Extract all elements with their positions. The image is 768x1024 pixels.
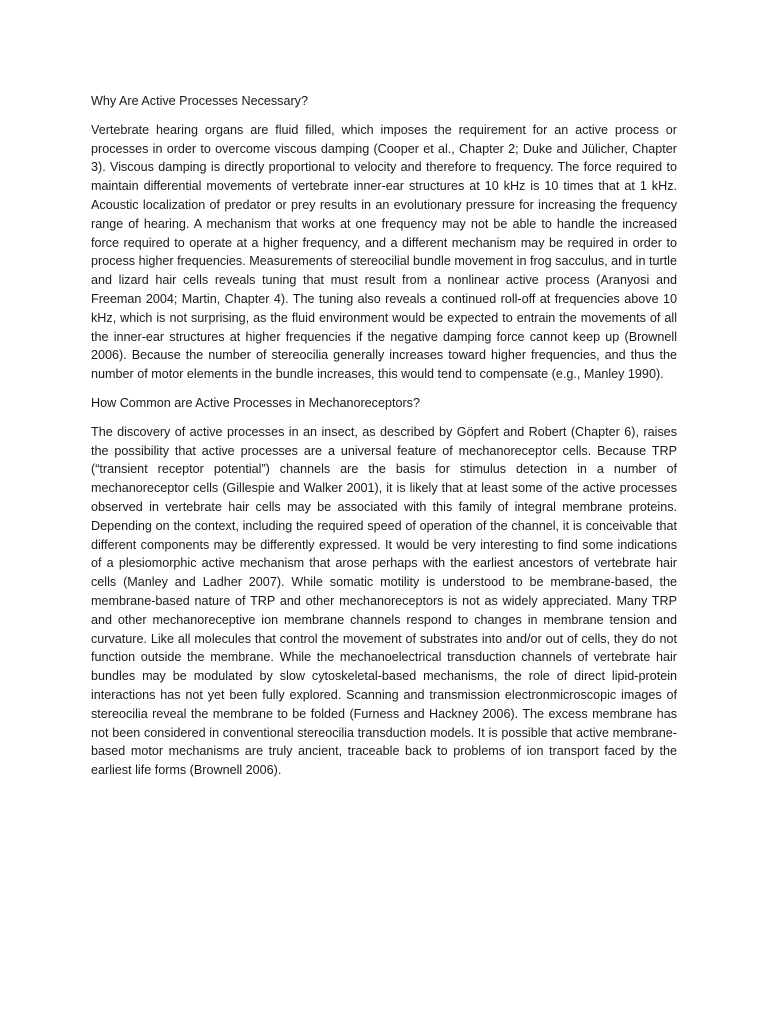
section-paragraph-active-processes-necessary: Vertebrate hearing organs are fluid filled, which imposes the requirement for an active process or processes in order to overcome viscous damping (Cooper et al., Chapter 2; Duke and Jülicher, Chapter 3). Viscous damping is directly proportional to velocity and therefore to frequency. The force required to maintain differential movements of vertebrate inner-ear structures at 10 kHz is 10 times that at 1 kHz. Acoustic localization of predator or prey results in an evolutionary pressure for increasing the frequency range of hearing. A mechanism that works at one frequency may not be able to handle the increased force required to operate at a higher frequency, and a different mechanism may be required in order to process higher frequencies. Measurements of stereocilial bundle movement in frog sacculus, and in turtle and lizard hair cells reveals tuning that must result from a nonlinear active process (Aranyosi and Freeman 2004; Martin, Chapter 4). The tuning also reveals a continued roll-off at frequencies above 10 kHz, which is not surprising, as the fluid environment would be expected to entrain the movements of all the inner-ear structures at higher frequencies if the negative damping force cannot keep up (Brownell 2006). Because the number of stereocilia generally increases toward higher frequencies, and thus the number of motor elements in the bundle increases, this would tend to compensate (e.g., Manley 1990).	[91, 122, 677, 382]
section-paragraph-active-processes-mechanoreceptors: The discovery of active processes in an insect, as described by Göpfert and Robert (Chapter 6), raises the possibility that active processes are a universal feature of mechanoreceptor cells. Because TRP (“transient receptor potential”) channels are the basis for stimulus detection in a number of mechanoreceptor cells (Gillespie and Walker 2001), it is likely that at least some of the active processes observed in vertebrate hair cells may be associated with this family of integral membrane proteins. Depending on the context, including the required speed of operation of the channel, it is conceivable that different components may be differently expressed. It would be very interesting to find some indications of a plesiomorphic active mechanism that arose perhaps with the earliest ancestors of vertebrate hair cells (Manley and Ladher 2007). While somatic motility is understood to be membrane-based, the membrane-based nature of TRP and other mechanoreceptors is not as widely appreciated. Many TRP and other mechanoreceptive ion membrane channels respond to changes in membrane tension and curvature. Like all molecules that control the movement of substrates into and/or out of cells, they do not function outside the membrane. While the mechanoelectrical transduction channels of vertebrate hair bundles may be modulated by slow cytoskeletal-based mechanisms, the role of direct lipid-protein interactions has not yet been fully explored. Scanning and transmission electronmicroscopic images of stereocilia reveal the membrane to be folded (Furness and Hackney 2006). The excess membrane has not been considered in conventional stereocilia transduction models. It is possible that active membrane-based motor mechanisms are truly ancient, traceable back to problems of ion transport faced by the earliest life forms (Brownell 2006).	[91, 424, 677, 778]
section-heading-active-processes-mechanoreceptors: How Common are Active Processes in Mechanoreceptors?	[91, 395, 420, 410]
document-page	[91, 92, 677, 790]
section-heading-active-processes-necessary: Why Are Active Processes Necessary?	[91, 94, 308, 108]
